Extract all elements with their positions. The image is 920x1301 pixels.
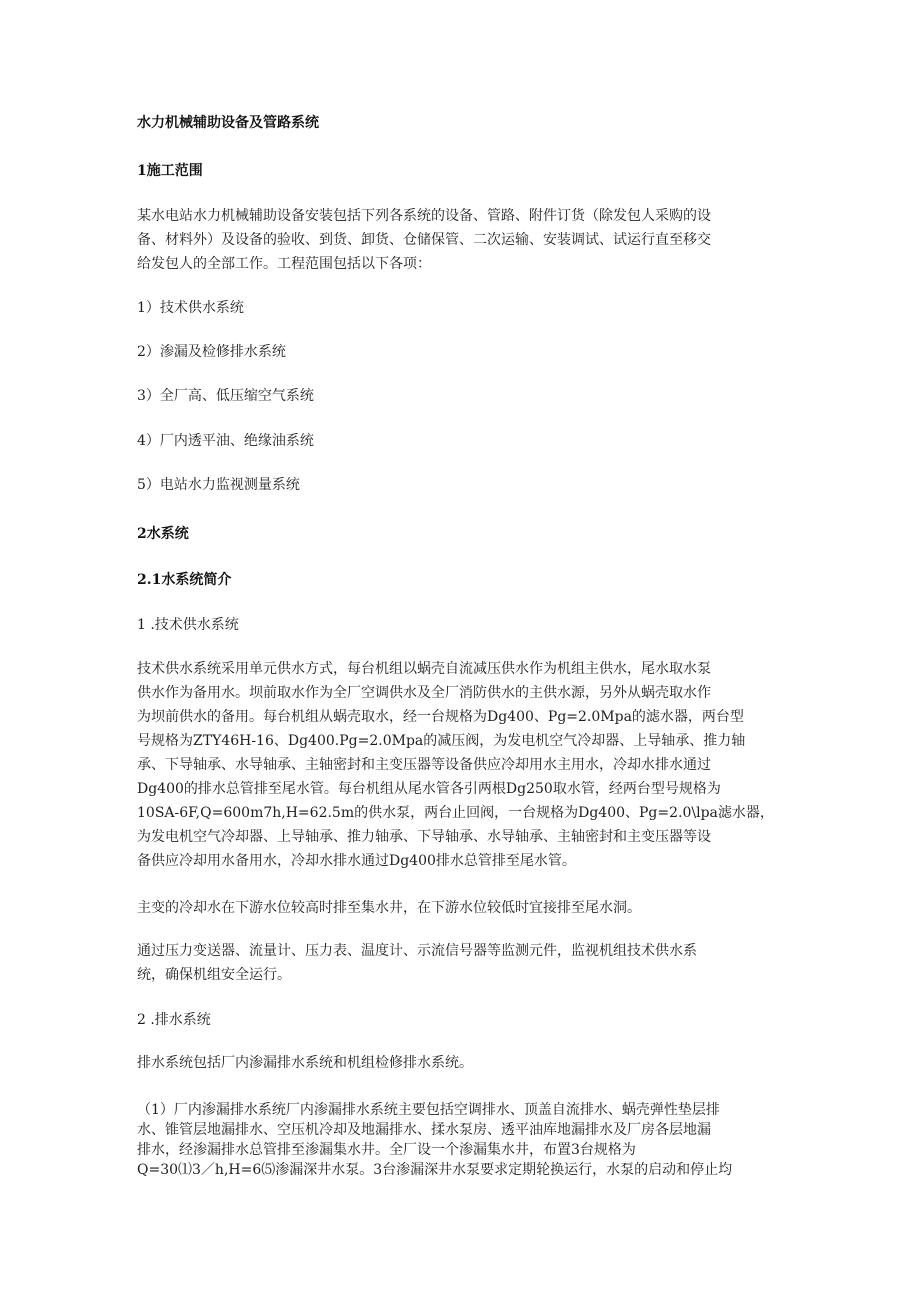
text-line: 统，确保机组安全运行。: [137, 967, 291, 983]
scope-item-3: 3）全厂高、低压缩空气系统: [137, 388, 314, 404]
text-line: 备供应冷却用水备用水，冷却水排水通过Dg400排水总管排至尾水管。: [137, 853, 576, 869]
leakage-drainage-paragraph: [137, 1100, 792, 1180]
subsection-1-label: 1 .技术供水系统: [137, 617, 239, 633]
text-line: Q=30⑴3／h,H=6⑸渗漏深井水泵。3台渗漏深井水泵要求定期轮换运行，水泵的启动和停止均: [137, 1162, 733, 1178]
text-line: Dg400的排水总管排至尾水管。每台机组从尾水管各引两根Dg250取水管，经两台型号规格为: [137, 781, 721, 797]
text-line: 为发电机空气冷却器、上导轴承、推力轴承、下导轴承、水导轴承、主轴密封和主变压器等设: [137, 829, 711, 845]
transformer-cooling-paragraph: 主变的冷却水在下游水位较高时排至集水井，在下游水位较低时宜接排至尾水洞。: [137, 900, 641, 916]
section-2-1-heading: 2.1水系统简介: [137, 572, 232, 588]
scope-item-4: 4）厂内透平油、绝缘油系统: [137, 433, 314, 449]
text-line: 承、下导轴承、水导轴承、主轴密封和主变压器等设备供应冷却用水主用水，冷却水排水通过: [137, 757, 711, 773]
scope-item-2: 2）渗漏及检修排水系统: [137, 344, 286, 360]
monitoring-paragraph: [137, 939, 792, 987]
tech-water-supply-paragraph: [137, 657, 792, 873]
document-title: 水力机械辅助设备及管路系统: [137, 115, 319, 131]
scope-item-5: 5）电站水力监视测量系统: [137, 477, 300, 493]
section-1-intro: [137, 204, 792, 276]
text-line: 备、材料外）及设备的验收、到货、卸货、仓储保管、二次运输、安装调试、试运行直至移交: [137, 232, 711, 248]
text-line: 水、锥管层地漏排水、空压机冷却及地漏排水、揉水泵房、透平油库地漏排水及厂房各层地漏: [137, 1122, 711, 1138]
text-line: （1）厂内渗漏排水系统厂内渗漏排水系统主要包括空调排水、顶盖自流排水、蜗壳弹性垫层排: [137, 1102, 720, 1118]
drainage-intro-paragraph: 排水系统包括厂内渗漏排水系统和机组检修排水系统。: [137, 1055, 473, 1071]
section-2-heading: 2水系统: [137, 526, 189, 542]
text-line: 号规格为ZTY46H-16、Dg400.Pg=2.0Mpa的减压阀，为发电机空气冷却器、上导轴承、推力轴: [137, 733, 746, 749]
scope-item-1: 1）技术供水系统: [137, 300, 244, 316]
text-line: 供水作为备用水。坝前取水作为全厂空调供水及全厂消防供水的主供水源，另外从蜗壳取水作: [137, 685, 711, 701]
text-line: 10SA-6F,Q=600m7h,H=62.5m的供水泵，两台止回阀，一台规格为Dg400、Pg=2.0\lpa滤水器，: [137, 805, 774, 821]
text-line: 为坝前供水的备用。每台机组从蜗壳取水，经一台规格为Dg400、Pg=2.0Mpa的滤水器，两台型: [137, 709, 744, 725]
subsection-2-label: 2 .排水系统: [137, 1012, 211, 1028]
text-line: 技术供水系统采用单元供水方式，每台机组以蜗壳自流减压供水作为机组主供水，尾水取水泵: [137, 661, 711, 677]
section-1-heading: 1施工范围: [137, 163, 203, 179]
text-line: 给发包人的全部工作。工程范围包括以下各项：: [137, 256, 431, 272]
text-line: 排水，经渗漏排水总管排至渗漏集水井。全厂设一个渗漏集水井，布置3台规格为: [137, 1142, 636, 1158]
text-line: 某水电站水力机械辅助设备安装包括下列各系统的设备、管路、附件订货（除发包人采购的设: [137, 208, 711, 224]
text-line: 通过压力变送器、流量计、压力表、温度计、示流信号器等监测元件，监视机组技术供水系: [137, 943, 697, 959]
